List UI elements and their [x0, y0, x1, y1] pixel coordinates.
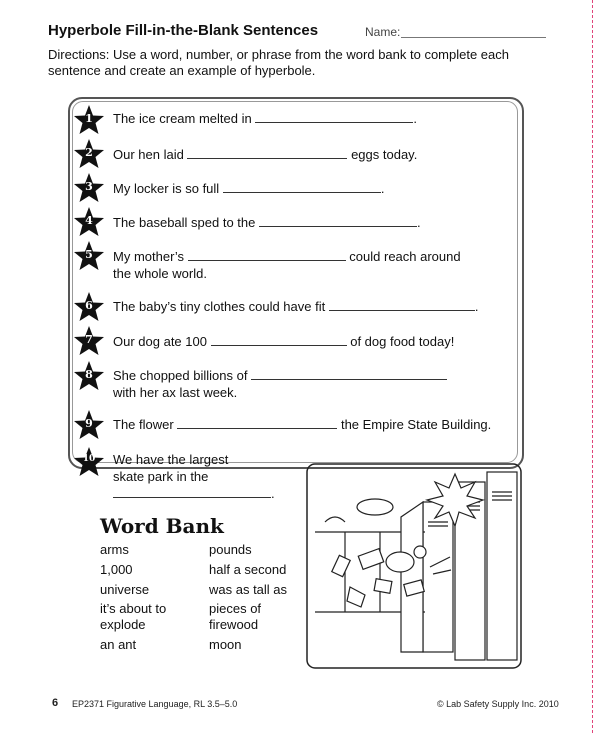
word-bank-item: explode — [100, 617, 146, 632]
number-star-3: 3 — [73, 172, 105, 204]
word-bank-item: was as tall as — [209, 582, 288, 597]
answer-blank-4[interactable] — [259, 215, 417, 227]
number-star-10: 10 — [73, 446, 105, 478]
number-star-7: 7 — [73, 325, 105, 357]
word-bank-item: arms — [100, 542, 129, 557]
answer-blank-9[interactable] — [177, 417, 337, 429]
name-label: Name: — [365, 25, 401, 39]
answer-blank-3[interactable] — [223, 181, 381, 193]
directions-text: Directions: Use a word, number, or phrase from the word bank to complete each sentence and create an example of hyperbole. — [48, 47, 509, 78]
answer-blank-1[interactable] — [255, 111, 413, 123]
answer-blank-5[interactable] — [188, 249, 346, 261]
sentence-1: The ice cream melted in . — [113, 111, 417, 126]
footer-code: EP2371 Figurative Language, RL 3.5–5.0 — [72, 699, 238, 709]
word-bank-item: an ant — [100, 637, 137, 652]
number-star-8: 8 — [73, 360, 105, 392]
word-bank-title: Word Bank — [100, 514, 224, 538]
sentence-2: Our hen laid eggs today. — [113, 147, 418, 162]
word-bank-item: half a second — [209, 562, 287, 577]
number-star-4: 4 — [73, 206, 105, 238]
footer-copyright: © Lab Safety Supply Inc. 2010 — [437, 699, 559, 709]
number-star-2: 2 — [73, 138, 105, 170]
sentence-7: Our dog ate 100 of dog food today! — [113, 334, 455, 349]
sentence-4: The baseball sped to the . — [113, 215, 421, 230]
word-bank-item: pieces of — [209, 601, 262, 616]
sentence-8: She chopped billions of with her ax last week. — [113, 367, 447, 401]
word-bank-item: pounds — [209, 542, 252, 557]
page-number: 6 — [52, 697, 59, 709]
sentence-9: The flower the Empire State Building. — [113, 417, 492, 432]
locker-illustration — [305, 462, 523, 670]
cut-line — [592, 0, 593, 733]
number-star-1: 1 — [73, 104, 105, 136]
word-bank-item: it’s about to — [100, 601, 167, 616]
number-star-6: 6 — [73, 291, 105, 323]
word-bank-item: moon — [209, 637, 242, 652]
word-bank-item: universe — [100, 582, 150, 597]
answer-blank-10[interactable] — [113, 486, 271, 498]
word-bank-item: firewood — [209, 617, 259, 632]
sentence-3: My locker is so full . — [113, 181, 385, 196]
answer-blank-8[interactable] — [251, 368, 447, 380]
name-blank[interactable] — [401, 37, 546, 38]
sentence-6: The baby’s tiny clothes could have fit . — [113, 299, 479, 314]
answer-blank-2[interactable] — [187, 147, 347, 159]
answer-blank-6[interactable] — [329, 299, 475, 311]
number-star-9: 9 — [73, 409, 105, 441]
sentence-10: We have the largest skate park in the . — [113, 452, 275, 501]
sentence-5: My mother’s could reach around the whole world. — [113, 249, 461, 281]
word-bank-item: 1,000 — [100, 562, 133, 577]
page-title: Hyperbole Fill-in-the-Blank Sentences — [48, 22, 319, 39]
answer-blank-7[interactable] — [211, 334, 347, 346]
number-star-5: 5 — [73, 240, 105, 272]
